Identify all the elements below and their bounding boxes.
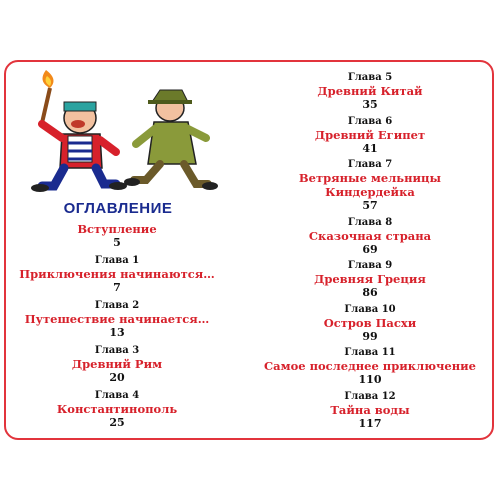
toc-entry-page: 20 (109, 371, 125, 384)
toc-entry-title: Приключения начинаются… (19, 267, 215, 281)
toc-entry-page: 99 (362, 329, 378, 343)
toc-entry-title: Самое последнее приключение (263, 359, 476, 373)
toc-entry-chapter: Глава 8 (347, 216, 393, 228)
toc-entry-chapter: Глава 4 (94, 390, 140, 401)
toc-entry-page: 25 (109, 416, 125, 429)
toc-entry[interactable] (12, 222, 222, 249)
toc-entry[interactable] (260, 217, 480, 256)
toc-entry-page: 86 (362, 286, 378, 299)
toc-entry[interactable] (260, 116, 480, 155)
toc-entry-page: 110 (358, 373, 382, 386)
detective-character-icon (124, 90, 218, 190)
toc-entry-title: Путешествие начинается… (24, 312, 210, 326)
toc-entry-chapter: Глава 2 (94, 300, 140, 311)
toc-entry-chapter: Глава 5 (347, 72, 393, 83)
toc-entry-chapter: Глава 12 (344, 390, 396, 402)
toc-entry-page: 117 (358, 416, 382, 430)
toc-entry[interactable] (260, 260, 480, 299)
cartoon-characters-icon (20, 68, 220, 198)
toc-entry[interactable] (260, 159, 480, 212)
toc-right-column (260, 72, 480, 434)
toc-entry[interactable] (12, 345, 222, 384)
toc-entry-page: 69 (362, 242, 378, 256)
toc-entry-title: Древний Египет (314, 127, 426, 142)
toc-entry-chapter: Глава 10 (344, 303, 396, 315)
toc-entry-title: Сказочная страна (308, 228, 432, 243)
toc-entry[interactable] (12, 390, 222, 429)
toc-entry-chapter: Глава 1 (94, 255, 140, 266)
toc-entry-page: 5 (113, 236, 121, 249)
toc-entry-title: Ветряные мельницы Киндердейка (298, 171, 442, 199)
toc-entry[interactable] (260, 347, 480, 386)
torch-icon (42, 70, 53, 123)
toc-entry-page: 57 (362, 199, 378, 212)
toc-entry-page: 13 (109, 326, 125, 339)
toc-entry[interactable] (260, 391, 480, 430)
toc-entry-chapter: Глава 7 (347, 159, 393, 170)
toc-heading: ОГЛАВЛЕНИЕ (63, 200, 173, 217)
toc-entry-page: 35 (362, 98, 378, 111)
toc-entry-title: Тайна воды (330, 402, 410, 417)
toc-entry-title: Древняя Греция (314, 272, 426, 286)
toc-entry[interactable] (12, 255, 222, 294)
toc-entry-title: Остров Пасхи (323, 315, 417, 330)
toc-entry-page: 41 (362, 141, 378, 155)
toc-entry-title: Константинополь (56, 402, 178, 416)
toc-entry[interactable] (260, 304, 480, 343)
toc-entry-chapter: Глава 9 (347, 260, 393, 271)
toc-entry[interactable] (12, 300, 222, 339)
toc-entry-title: Древний Рим (71, 357, 163, 371)
toc-entry-title: Вступление (77, 222, 157, 236)
toc-entry[interactable] (260, 72, 480, 111)
toc-entry-chapter: Глава 3 (94, 345, 140, 356)
toc-entry-page: 7 (113, 281, 121, 294)
toc-entry-chapter: Глава 11 (344, 347, 396, 358)
toc-entry-title: Древний Китай (317, 84, 423, 98)
toc-entry-chapter: Глава 6 (347, 115, 393, 127)
toc-left-column (12, 222, 222, 435)
